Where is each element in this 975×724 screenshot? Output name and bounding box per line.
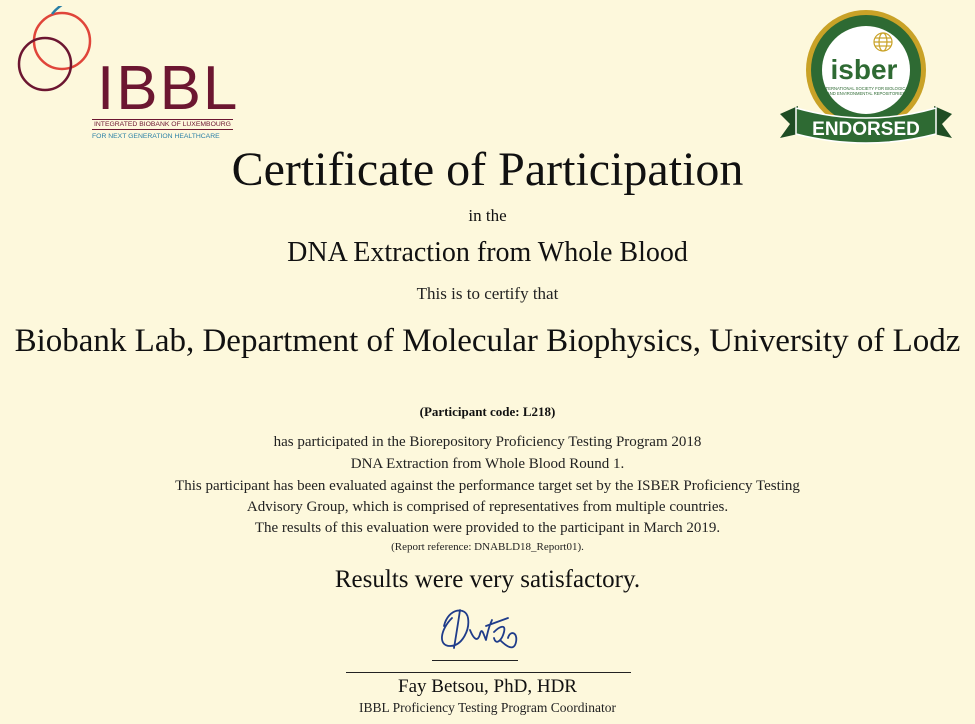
signature-line — [346, 672, 631, 673]
signer-role: IBBL Proficiency Testing Program Coordinator — [358, 700, 616, 715]
signature-image — [430, 596, 530, 660]
isber-subtitle-1: INTERNATIONAL SOCIETY FOR BIOLOGICAL — [821, 86, 911, 91]
isber-subtitle-2: AND ENVIRONMENTAL REPOSITORIES — [826, 91, 906, 96]
body-line-2: DNA Extraction from Whole Blood Round 1. — [350, 456, 625, 472]
participant-code: (Participant code: L218) — [419, 404, 556, 419]
body-line-4: Advisory Group, which is comprised of representatives from multiple countries. — [246, 499, 729, 515]
body-line-1: has participated in the Biorepository Proficiency Testing Program 2018 — [273, 434, 702, 450]
participant-name: Biobank Lab, Department of Molecular Biophysics, University of Lodz — [14, 323, 961, 359]
body-line-3: This participant has been evaluated against the performance target set by the ISBER Proficiency Testing — [175, 478, 800, 494]
signature-underline — [432, 660, 518, 661]
report-reference: (Report reference: DNABLD18_Report01). — [391, 541, 584, 553]
certificate-title: Certificate of Participation — [231, 143, 744, 196]
isber-ribbon-text: ENDORSED — [812, 119, 920, 140]
body-line-5: The results of this evaluation were provided to the participant in March 2019. — [254, 520, 721, 536]
ibbl-wordmark: IBBL — [97, 54, 240, 123]
isber-endorsed-badge — [778, 6, 954, 148]
signer-name: Fay Betsou, PhD, HDR — [398, 676, 577, 697]
program-name: DNA Extraction from Whole Blood — [287, 237, 688, 268]
result-statement: Results were very satisfactory. — [334, 566, 641, 593]
ibbl-tagline-1: INTEGRATED BIOBANK OF LUXEMBOURG — [94, 121, 231, 128]
isber-wordmark: isber — [830, 54, 898, 85]
ibbl-logo — [12, 6, 240, 141]
in-the-label: in the — [468, 206, 507, 225]
ibbl-tagline-2: FOR NEXT GENERATION HEALTHCARE — [92, 133, 220, 140]
ibbl-circles-icon — [12, 6, 102, 116]
certify-statement: This is to certify that — [416, 284, 559, 303]
